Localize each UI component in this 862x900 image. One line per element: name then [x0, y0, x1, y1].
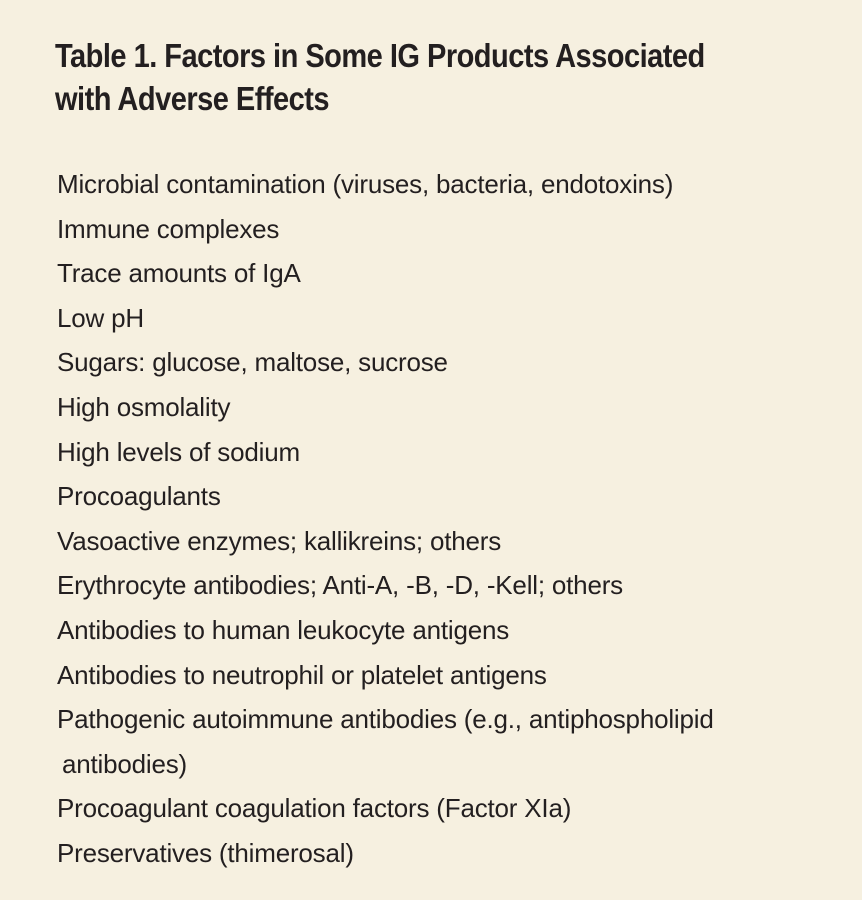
factor-list: [57, 162, 847, 876]
list-item-procoagulant-factors: Procoagulant coagulation factors (Factor XIa): [57, 793, 572, 824]
list-item-sugars: Sugars: glucose, maltose, sucrose: [57, 347, 448, 378]
list-item-preservatives: Preservatives (thimerosal): [57, 837, 354, 868]
table-title: [55, 34, 829, 120]
list-item-pathogenic-autoimmune-antibodies: [57, 697, 847, 786]
list-item-microbial-contamination: Microbial contamination (viruses, bacteria, endotoxins): [57, 169, 674, 199]
list-item-trace-iga: Trace amounts of IgA: [57, 258, 301, 289]
list-item-text-line-2: antibodies): [62, 748, 187, 779]
list-item-low-ph: Low pH: [57, 302, 144, 333]
list-item-high-sodium: High levels of sodium: [57, 436, 300, 467]
list-item-immune-complexes: Immune complexes: [57, 213, 280, 244]
list-item-neutrophil-platelet-antibodies: Antibodies to neutrophil or platelet antigens: [57, 659, 547, 690]
list-item-vasoactive-enzymes: Vasoactive enzymes; kallikreins; others: [57, 525, 502, 556]
table-title-line-2: with Adverse Effects: [55, 80, 330, 117]
list-item-text-line-1: Pathogenic autoimmune antibodies (e.g., antiphospholipid: [57, 704, 714, 735]
list-item-hla-antibodies: Antibodies to human leukocyte antigens: [57, 614, 510, 645]
table-title-line-1: Table 1. Factors in Some IG Products Associated: [55, 37, 705, 74]
list-item-procoagulants: Procoagulants: [57, 481, 221, 512]
list-item-high-osmolality: High osmolality: [57, 391, 231, 422]
list-item-erythrocyte-antibodies: Erythrocyte antibodies; Anti-A, -B, -D, -Kell; others: [57, 570, 623, 601]
